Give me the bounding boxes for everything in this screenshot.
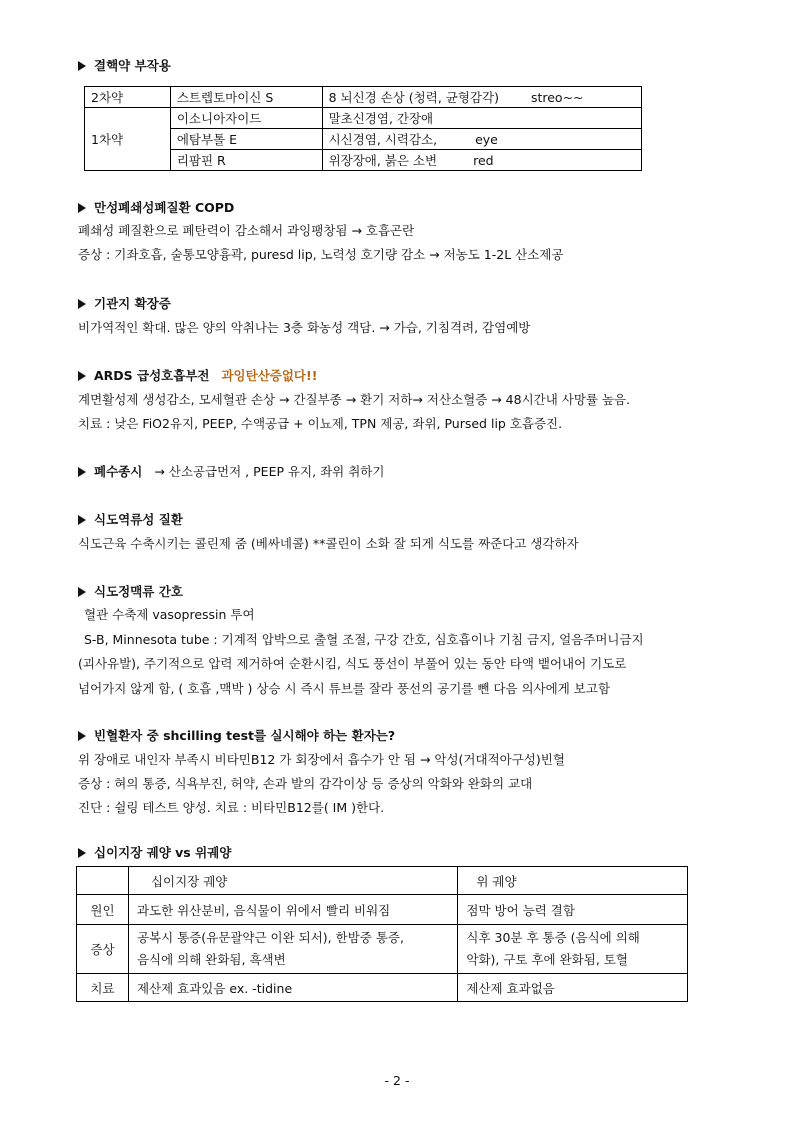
section-heading-varices: 식도정맥류 간호: [78, 582, 183, 600]
table-row: [77, 895, 688, 925]
cell-line: 음식에 의해 완화됨, 흑색변: [136, 952, 286, 967]
table-cell: 8 뇌신경 손상 (청력, 균형감각) streo~~: [322, 87, 641, 108]
table-cell: 치료: [77, 974, 129, 1002]
ulcer-comparison-table: [76, 866, 688, 1002]
triangle-bullet-icon: [78, 203, 86, 213]
table-cell: 시신경염, 시력감소, eye: [322, 129, 641, 150]
triangle-bullet-icon: [78, 848, 86, 858]
table-cell: 2차약: [85, 87, 171, 108]
table-cell: 증상: [77, 925, 129, 974]
triangle-bullet-icon: [78, 731, 86, 741]
triangle-bullet-icon: [78, 467, 86, 477]
table-cell: 스트렙토마이신 S: [170, 87, 322, 108]
section-heading-tb: [78, 56, 171, 74]
cell-line: 공복시 통증(유문괄약근 이완 되서), 한밤중 통증,: [136, 930, 404, 945]
tb-drug-table: [84, 86, 642, 171]
table-cell: 이소니아자이드: [170, 108, 322, 129]
table-row: [77, 925, 688, 974]
table-cell: 제산제 효과없음: [458, 974, 688, 1002]
text-line: 위 장애로 내인자 부족시 비타민B12 가 회장에서 흡수가 안 됨 → 악성(거대적아구성)빈혈: [78, 752, 565, 767]
text-line: 비가역적인 확대. 많은 양의 악취나는 3층 화농성 객담. → 가습, 기침격려, 감염예방: [78, 320, 531, 335]
table-cell: 원인: [77, 895, 129, 925]
text-line: 식도근육 수축시키는 콜린제 줌 (베싸네콜) **콜린이 소화 잘 되게 식도를 짜준다고 생각하자: [78, 536, 579, 551]
table-cell: 점막 방어 능력 결함: [458, 895, 688, 925]
text-line: 진단 : 쉴링 테스트 양성. 치료 : 비타민B12를( IM )한다.: [78, 800, 385, 815]
text-line: 혈관 수축제 vasopressin 투여: [84, 607, 255, 622]
cell-line: 식후 30분 후 통증 (음식에 의해: [466, 930, 640, 945]
table-header-row: [77, 867, 688, 895]
highlight-text: 과잉탄산증없다!!: [221, 368, 318, 383]
table-row: [85, 87, 642, 108]
section-heading-ulcer: 십이지장 궤양 vs 위궤양: [78, 843, 231, 861]
text-line: (괴사유발), 주기적으로 압력 제거하여 순환시킴, 식도 풍선이 부풀어 있는 동안 타액 뱉어내어 기도로: [78, 656, 627, 671]
text-line: 폐쇄성 폐질환으로 폐탄력이 감소해서 과잉팽창됨 → 호흡곤란: [78, 223, 415, 238]
text-line: 계면활성제 생성감소, 모세혈관 손상 → 간질부종 → 환기 저하→ 저산소혈증 → 48시간내 사망률 높음.: [78, 392, 631, 407]
section-heading-copd: 만성폐쇄성폐질환 COPD: [78, 198, 234, 216]
text-line: 증상 : 기좌호흡, 술통모양흉곽, puresd lip, 노력성 호기량 감소 → 저농도 1-2L 산소제공: [78, 247, 564, 262]
triangle-bullet-icon: [78, 61, 86, 71]
section-title: 결핵약 부작용: [94, 58, 171, 73]
table-cell: 리팜핀 R: [170, 150, 322, 171]
table-row: [77, 974, 688, 1002]
table-cell: 제산제 효과있음 ex. -tidine: [128, 974, 457, 1002]
triangle-bullet-icon: [78, 371, 86, 381]
table-cell: [458, 925, 688, 974]
section-heading-anemia: 빈혈환자 중 shcilling test를 실시해야 하는 환자는?: [78, 726, 395, 744]
triangle-bullet-icon: [78, 515, 86, 525]
text-line: 넘어가지 않게 함, ( 호흡 ,맥박 ) 상승 시 즉시 튜브를 잘라 풍선의 공기를 뺀 다음 의사에게 보고함: [78, 681, 611, 696]
section-heading-ards: ARDS 급성호흡부전 과잉탄산증없다!!: [78, 366, 317, 384]
text-line: 증상 : 혀의 통증, 식욕부진, 허약, 손과 발의 감각이상 등 증상의 악화와 완화의 교대: [78, 776, 533, 791]
triangle-bullet-icon: [78, 299, 86, 309]
text-line: S-B, Minnesota tube : 기계적 압박으로 출혈 조절, 구강 간호, 심호흡이나 기침 금지, 얼음주머니금지: [84, 632, 644, 647]
table-cell: 말초신경염, 간장애: [322, 108, 641, 129]
table-cell: 1차약: [85, 108, 171, 171]
table-cell: [128, 925, 457, 974]
section-heading-reflux: 식도역류성 질환: [78, 510, 183, 528]
table-cell: [77, 867, 129, 895]
table-header-cell: 십이지장 궤양: [128, 867, 457, 895]
page-number: - 2 -: [384, 1073, 410, 1088]
table-cell: 위장장애, 붉은 소변 red: [322, 150, 641, 171]
section-heading-edema: 폐수종시 → 산소공급먼저 , PEEP 유지, 좌위 취하기: [78, 462, 384, 480]
table-header-cell: 위 궤양: [458, 867, 688, 895]
text-line: 치료 : 낮은 FiO2유지, PEEP, 수액공급 + 이뇨제, TPN 제공, 좌위, Pursed lip 호흡증진.: [78, 416, 563, 431]
section-heading-bronchiectasis: 기관지 확장증: [78, 294, 171, 312]
cell-line: 악화), 구토 후에 완화됨, 토혈: [466, 952, 628, 967]
table-cell: 과도한 위산분비, 음식물이 위에서 빨리 비워짐: [128, 895, 457, 925]
triangle-bullet-icon: [78, 587, 86, 597]
table-row: [85, 108, 642, 129]
table-cell: 에탐부톨 E: [170, 129, 322, 150]
